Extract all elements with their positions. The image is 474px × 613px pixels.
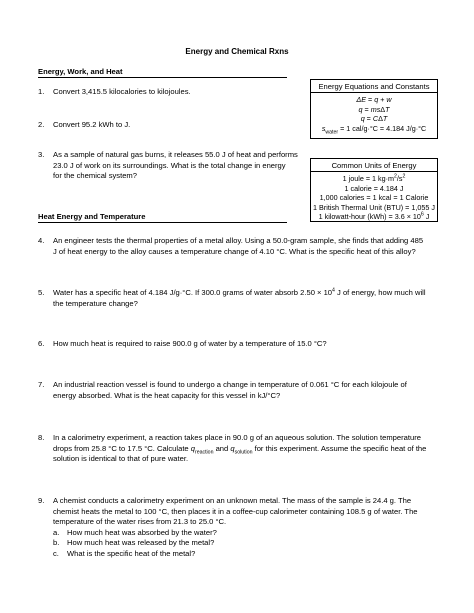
question-number: 7.: [38, 380, 45, 389]
question-text: In a calorimetry experiment, a reaction takes place in 90.0 g of an aqueous solution. The solution temperature drops from 25.8 °C to 17.5 °C. Calculate $q_{reaction}$ and $q_{solution}$ for this experiment. Assume the specific heat of the solution is identical to that of pure water.: [53, 433, 427, 464]
question-text: Convert 95.2 kWh to J.: [53, 120, 131, 129]
equation-heat-capacity: q = CΔT: [360, 114, 388, 124]
question-number: 5.: [38, 288, 45, 297]
unit-kcal: 1,000 calories = 1 kcal = 1 Calorie: [319, 193, 429, 203]
unit-kwh: 1 kilowatt-hour $(kWh) = 3.6 \times 10^6$ J: [318, 211, 430, 222]
question-text: Convert 3,415.5 kilocalories to kilojoules.: [53, 87, 191, 96]
page-title: Energy and Chemical Rxns: [185, 47, 289, 56]
question-number: 9.: [38, 496, 45, 505]
question-number: 2.: [38, 120, 45, 129]
unit-joule: 1 joule = 1 $kg\cdot m^2/s^2$: [342, 174, 406, 184]
question-text: Water has a specific heat of 4.184 J/g·°C. If 300.0 grams of water absorb $2.50 \times 10^4$ J of energy, how much will the temperature change?: [53, 287, 426, 308]
energy-equations-box: [310, 79, 438, 139]
question-text: A chemist conducts a calorimetry experiment on an unknown metal. The mass of the sample is 24.4 g. The chemist heats the metal to 100 °C, then places it in a coffee-cup calorimeter containing 108.5 g of water. The temperature of the water rises from 21.3 to 25.0 °C. a. How much heat was absorbed by the water? b. How much heat was released by the metal? c. What is the specific heat of the metal?: [53, 496, 418, 558]
question-text: An industrial reaction vessel is found to undergo a change in temperature of 0.061 °C for each kilojoule of energy absorbed. What is the heat capacity for this vessel in kJ/°C?: [53, 380, 407, 400]
section-divider: [38, 222, 287, 223]
sub-question-b: b. How much heat was released by the metal?: [53, 538, 215, 548]
unit-btu: 1 British Thermal Unit (BTU) = 1,055 J: [313, 202, 435, 212]
box-heading: Energy Equations and Constants: [311, 80, 437, 93]
question-number: 1.: [38, 87, 45, 96]
section-heading-energy-work-heat: Energy, Work, and Heat: [38, 67, 123, 76]
question-text: As a sample of natural gas burns, it releases 55.0 J of heat and performs 23.0 J of work on its surroundings. What is the total change in energy for the chemical system?: [53, 150, 298, 181]
energy-units-box: [310, 158, 438, 222]
box-heading: Common Units of Energy: [311, 159, 437, 172]
question-text: How much heat is required to raise 900.0 g of water by a temperature of 15.0 °C?: [53, 339, 327, 348]
sub-question-a: a. How much heat was absorbed by the water?: [53, 527, 217, 537]
equation-energy-change: ΔE = q + w: [356, 95, 392, 105]
unit-calorie: 1 calorie = 4.184 J: [344, 183, 404, 193]
question-number: 8.: [38, 433, 45, 442]
section-heading-heat-energy-temperature: Heat Energy and Temperature: [38, 212, 146, 221]
question-text: An engineer tests the thermal properties of a metal alloy. Using a 50.0-gram sample, she finds that adding 485 J of heat energy to the alloy causes a temperature change of 4.10 °C. What is the specific heat of this alloy?: [53, 236, 424, 256]
question-number: 4.: [38, 236, 45, 245]
question-number: 3.: [38, 150, 45, 159]
question-number: 6.: [38, 339, 45, 348]
equation-specific-heat: q = msΔT: [358, 104, 390, 114]
sub-question-c: c. What is the specific heat of the metal?: [53, 548, 196, 558]
section-divider: [38, 77, 287, 78]
constant-water-specific-heat: $s_{water} = 1$ cal/g·°C = 4.184 J/g·°C: [321, 123, 427, 136]
